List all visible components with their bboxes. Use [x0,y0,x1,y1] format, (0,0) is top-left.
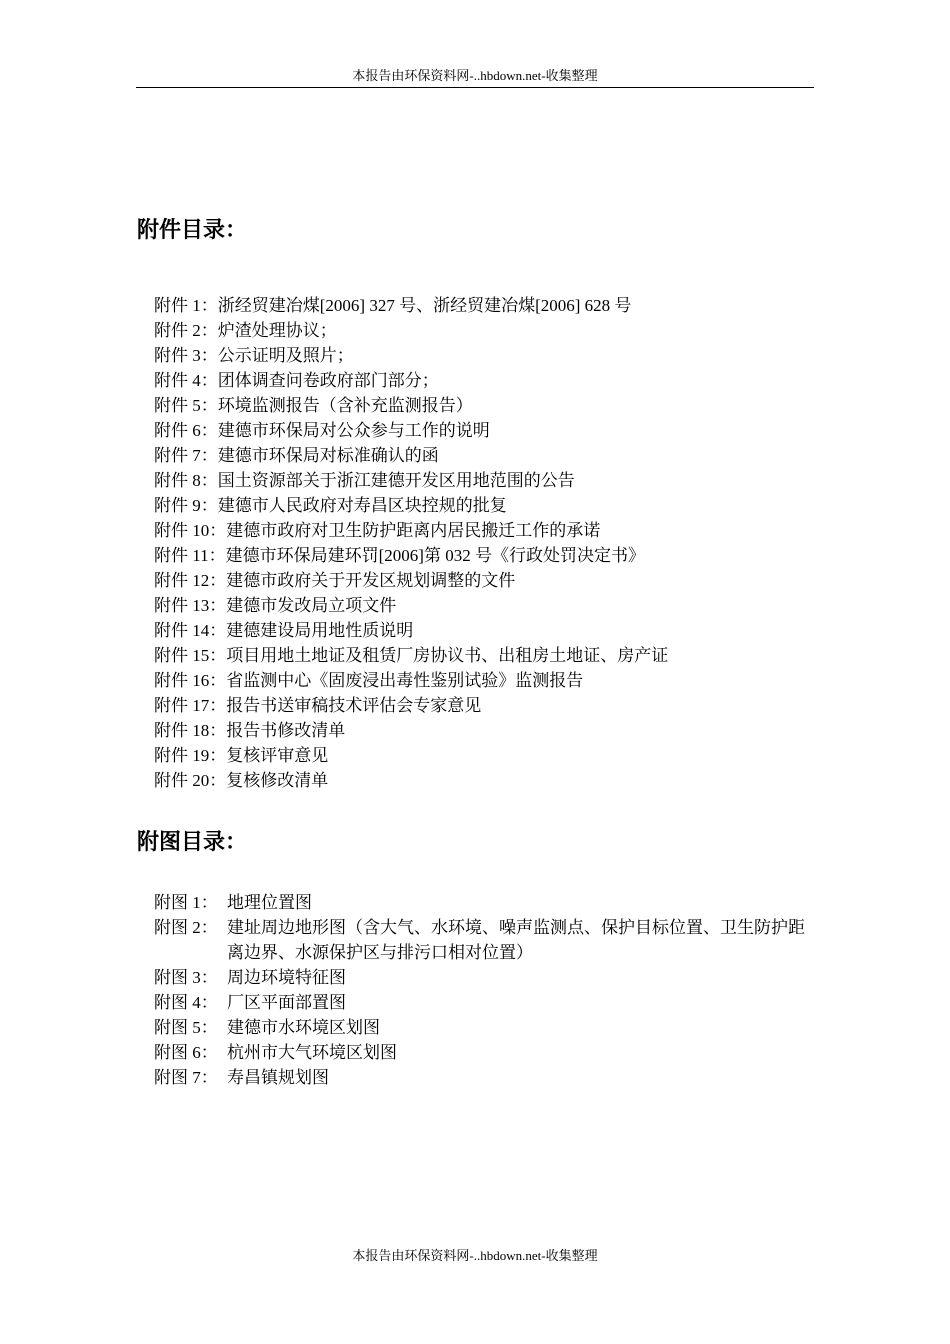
figure-text: 厂区平面部置图 [227,993,346,1012]
figure-item [154,1015,818,1040]
attachment-item [154,418,818,443]
attachment-item [154,718,818,743]
attachment-label: 附件 13： [154,596,227,615]
attachment-text: 建德市环保局建环罚[2006]第 032 号《行政处罚决定书》 [225,546,645,565]
attachment-item [154,568,818,593]
figure-item [154,990,818,1015]
attachment-text: 省监测中心《固废浸出毒性鉴别试验》监测报告 [226,671,584,690]
attachment-item [154,668,818,693]
figure-text: 建址周边地形图（含大气、水环境、噪声监测点、保护目标位置、卫生防护距离边界、水源保护区与排污口相对位置） [227,918,805,962]
figure-item [154,1040,818,1065]
attachment-item [154,743,818,768]
attachment-text: 项目用地土地证及租赁厂房协议书、出租房土地证、房产证 [226,646,669,665]
attachment-label: 附件 16： [154,671,227,690]
attachment-text: 环境监测报告（含补充监测报告） [217,396,473,415]
attachment-item [154,693,818,718]
attachment-item [154,593,818,618]
attachments-list [154,293,818,793]
attachment-item [154,768,818,793]
header-rule [136,87,814,88]
attachment-label: 附件 4： [154,371,218,390]
figure-label: 附图 6： [154,1043,218,1062]
figures-title: 附图目录： [137,830,248,855]
attachment-text: 建德市政府关于开发区规划调整的文件 [226,571,516,590]
attachment-text: 建德市环保局对公众参与工作的说明 [217,421,490,440]
attachment-text: 公示证明及照片； [217,346,354,365]
page-header: 本报告由环保资料网-..hbdown.net-收集整理 [352,68,598,83]
attachment-item [154,318,818,343]
attachment-text: 国土资源部关于浙江建德开发区用地范围的公告 [217,471,575,490]
figure-label: 附图 1： [154,893,218,912]
attachment-text: 复核修改清单 [226,771,329,790]
attachment-text: 建德市政府对卫生防护距离内居民搬迁工作的承诺 [226,521,601,540]
attachment-label: 附件 1： [154,296,218,315]
figure-text: 杭州市大气环境区划图 [227,1043,397,1062]
attachment-label: 附件 6： [154,421,218,440]
attachment-item [154,643,818,668]
attachment-item [154,543,818,568]
attachment-text: 建德市人民政府对寿昌区块控规的批复 [217,496,507,515]
attachment-text: 炉渣处理协议； [217,321,337,340]
attachment-label: 附件 10： [154,521,227,540]
figure-item [154,1065,818,1090]
figure-label: 附图 5： [154,1018,218,1037]
attachment-label: 附件 11： [154,546,226,565]
attachment-label: 附件 14： [154,621,227,640]
attachment-item [154,618,818,643]
attachment-label: 附件 19： [154,746,227,765]
attachment-label: 附件 5： [154,396,218,415]
attachment-item [154,468,818,493]
attachment-label: 附件 15： [154,646,227,665]
attachment-item [154,518,818,543]
attachment-text: 报告书送审稿技术评估会专家意见 [226,696,482,715]
attachment-label: 附件 7： [154,446,218,465]
attachment-item [154,393,818,418]
attachment-item [154,443,818,468]
figure-item [154,890,818,915]
attachment-text: 建德建设局用地性质说明 [226,621,414,640]
attachment-label: 附件 12： [154,571,227,590]
attachment-item [154,493,818,518]
figure-text: 周边环境特征图 [227,968,346,987]
figure-label: 附图 7： [154,1068,218,1087]
attachment-label: 附件 3： [154,346,218,365]
figure-label: 附图 3： [154,968,218,987]
figure-item [154,965,818,990]
attachment-label: 附件 2： [154,321,218,340]
attachments-title: 附件目录： [137,218,248,243]
figure-label: 附图 4： [154,993,218,1012]
attachment-text: 复核评审意见 [226,746,329,765]
figure-text: 寿昌镇规划图 [227,1068,329,1087]
attachment-label: 附件 20： [154,771,227,790]
attachment-item [154,368,818,393]
figures-list [154,890,818,1090]
figure-text: 地理位置图 [227,893,312,912]
page-footer: 本报告由环保资料网-..hbdown.net-收集整理 [352,1248,598,1263]
attachment-item [154,343,818,368]
attachment-label: 附件 17： [154,696,227,715]
attachment-text: 报告书修改清单 [226,721,346,740]
attachment-label: 附件 18： [154,721,227,740]
attachment-item [154,293,818,318]
figure-text: 建德市水环境区划图 [227,1018,380,1037]
figure-label: 附图 2： [154,918,218,937]
attachment-text: 建德市环保局对标准确认的函 [217,446,439,465]
attachment-label: 附件 8： [154,471,218,490]
attachment-text: 建德市发改局立项文件 [226,596,397,615]
attachment-label: 附件 9： [154,496,218,515]
figure-item [154,915,818,965]
attachment-text: 浙经贸建冶煤[2006] 327 号、浙经贸建冶煤[2006] 628 号 [217,296,632,315]
attachment-text: 团体调查问卷政府部门部分； [217,371,439,390]
